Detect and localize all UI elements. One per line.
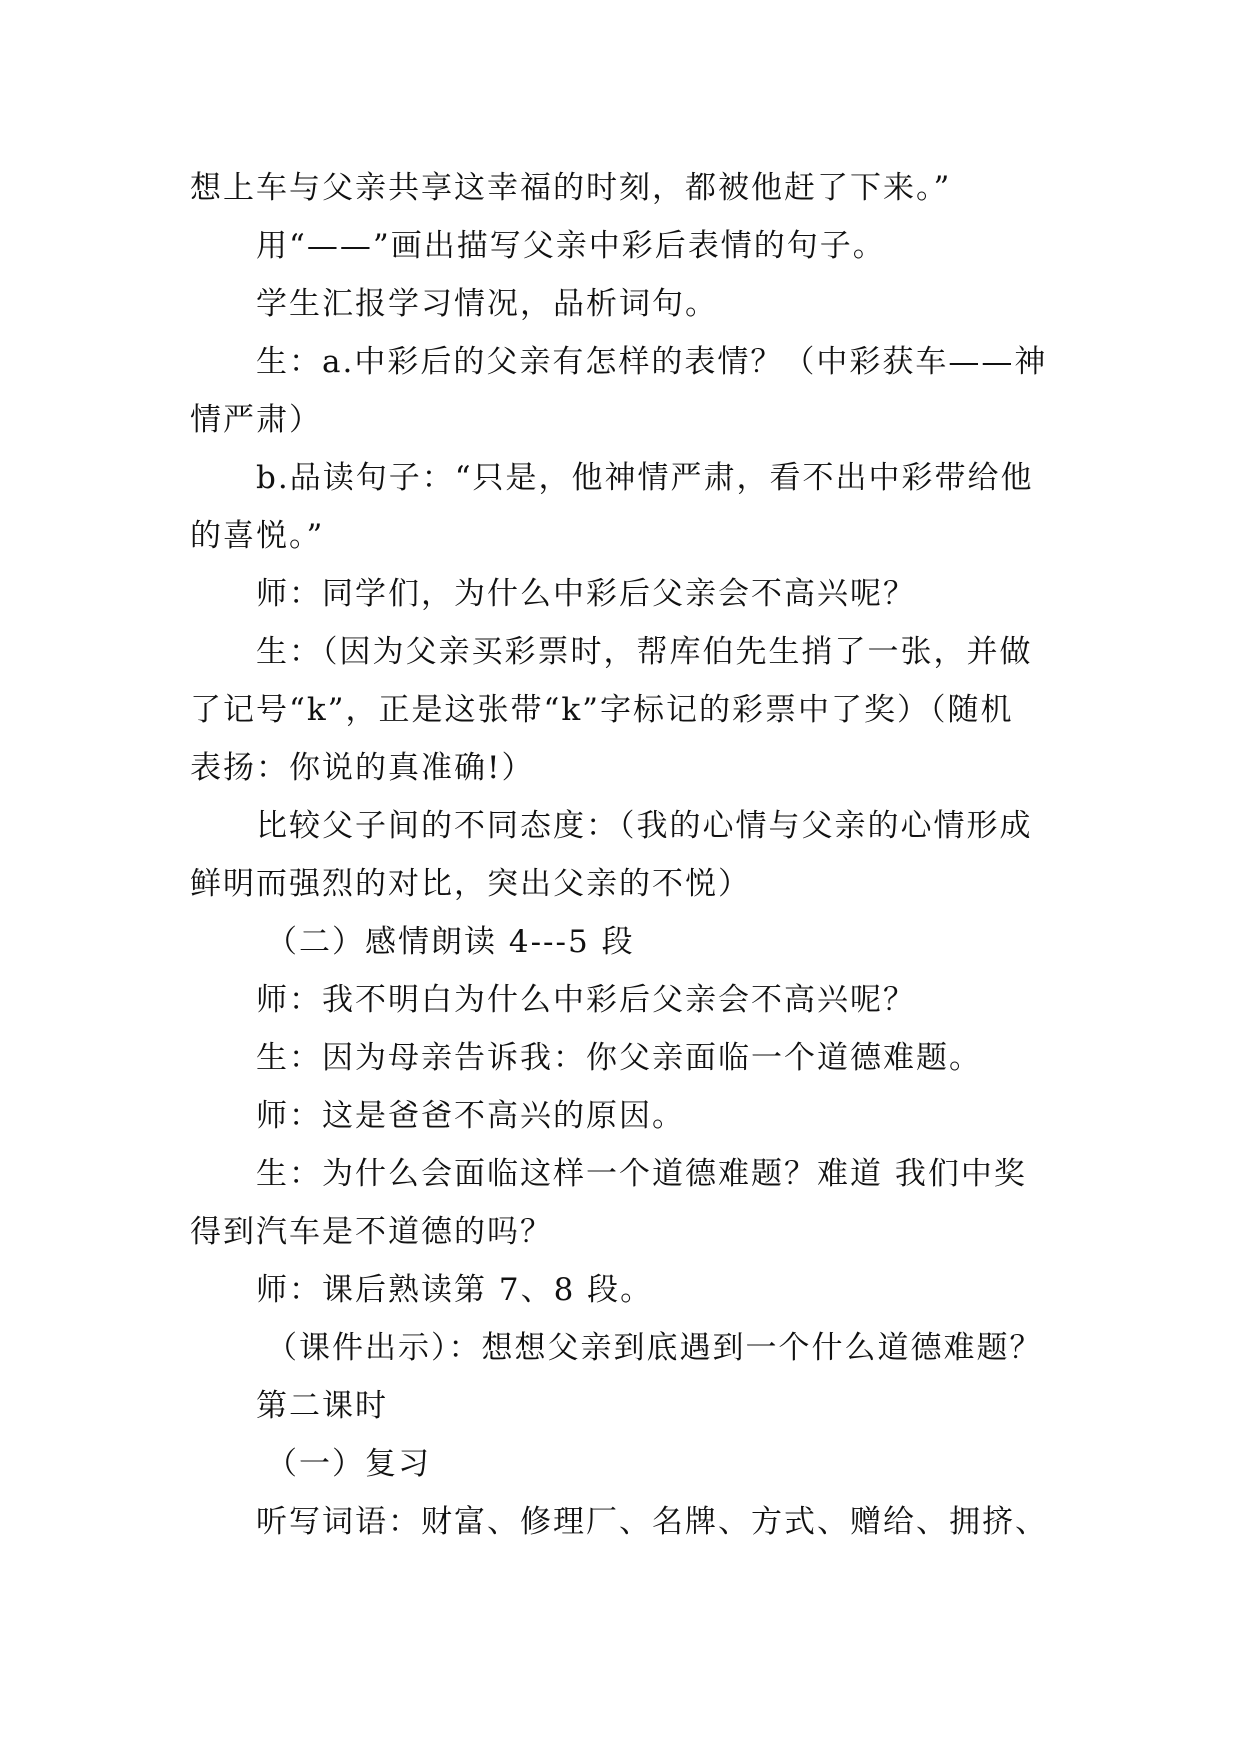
text-line: 了记号“k”，正是这张带“k”字标记的彩票中了奖）（随机 <box>190 692 1014 728</box>
text-line: 表扬：你说的真准确!） <box>190 750 535 786</box>
text-line: 学生汇报学习情况，品析词句。 <box>256 286 718 322</box>
text-line: 的喜悦。” <box>190 518 325 554</box>
lesson-heading: 第二课时 <box>256 1388 388 1424</box>
text-line: 得到汽车是不道德的吗？ <box>190 1214 553 1250</box>
section-heading: （一）复习 <box>266 1446 431 1482</box>
text-line: 生：因为母亲告诉我：你父亲面临一个道德难题。 <box>256 1040 982 1076</box>
text-line: 情严肃） <box>190 402 322 438</box>
text-line: 比较父子间的不同态度：（我的心情与父亲的心情形成 <box>256 808 1033 844</box>
text-line: 师：同学们，为什么中彩后父亲会不高兴呢？ <box>256 576 916 612</box>
text-line: （课件出示）：想想父亲到底遇到一个什么道德难题？ <box>266 1330 1043 1366</box>
text-line: 师：我不明白为什么中彩后父亲会不高兴呢？ <box>256 982 916 1018</box>
text-line: 师：这是爸爸不高兴的原因。 <box>256 1098 685 1134</box>
text-line: b.品读句子：“只是，他神情严肃，看不出中彩带给他 <box>256 460 1034 496</box>
section-heading: （二）感情朗读 4---5 段 <box>266 924 635 960</box>
text-line: 师：课后熟读第 7、8 段。 <box>256 1272 654 1308</box>
text-line: 想上车与父亲共享这幸福的时刻，都被他赶了下来。” <box>190 170 952 206</box>
text-line: 鲜明而强烈的对比，突出父亲的不悦） <box>190 866 751 902</box>
text-line: 用“——”画出描写父亲中彩后表情的句子。 <box>256 228 886 264</box>
text-line: 生：为什么会面临这样一个道德难题？难道 我们中奖 <box>256 1156 1027 1192</box>
text-line: 听写词语：财富、修理厂、名牌、方式、赠给、拥挤、 <box>256 1504 1048 1540</box>
text-line: 生：（因为父亲买彩票时，帮库伯先生捎了一张，并做 <box>256 634 1033 670</box>
text-line: 生：a.中彩后的父亲有怎样的表情？（中彩获车——神 <box>256 344 1048 380</box>
